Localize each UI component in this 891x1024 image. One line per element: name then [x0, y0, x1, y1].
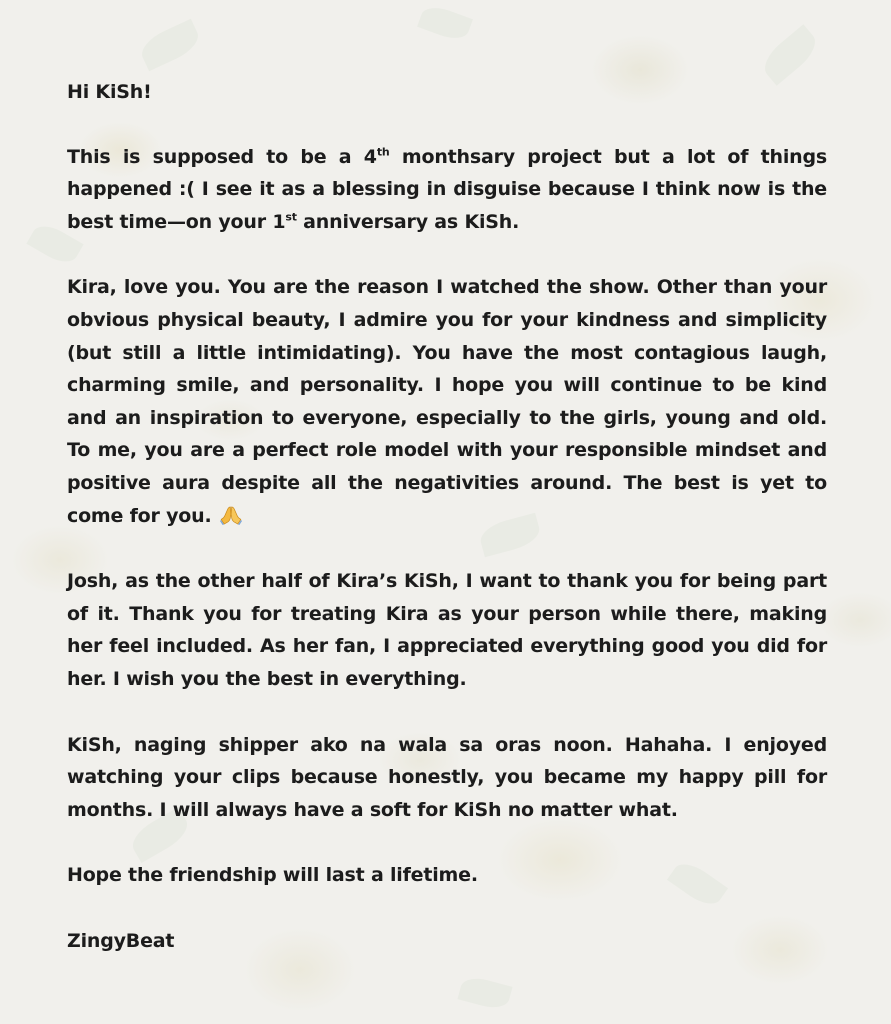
letter-paragraph-kira: Kira, love you. You are the reason I watched the show. Other than your obvious physical beauty, I admire you for your kindness and simplicity (but still a little intimidating). You have the most contagious laugh, charming smile, and personality. I hope you will continue to be kind and an inspiration to everyone, especially to the girls, young and old. To me, you are a perfect role model with your responsible mindset and positive aura despite all the negativities around. The best is yet to come for you.: [67, 276, 827, 527]
letter-paragraph-closing: Hope the friendship will last a lifetime.: [67, 864, 478, 887]
ordinal-suffix: th: [376, 145, 390, 159]
background-leaf-decoration: [417, 2, 473, 44]
ordinal-suffix: st: [285, 210, 297, 224]
letter-paragraph-josh: Josh, as the other half of Kira’s KiSh, I want to thank you for being part of it. Thank you for treating Kira as your person while there, making her feel included. As her fan, I appreciated everything good you did for her. I wish you the best in everything.: [67, 570, 827, 690]
folded-hands-icon: [220, 505, 242, 525]
letter-body: [67, 76, 827, 990]
background-leaf-decoration: [136, 19, 203, 72]
letter-greeting: Hi KiSh!: [67, 81, 152, 103]
letter-signature: ZingyBeat: [67, 929, 175, 952]
letter-paragraph-intro: This is supposed to be a 4th monthsary project but a lot of things happened :( I see it as a blessing in disguise because I think now is the best time—on your 1st anniversary as KiSh.: [67, 145, 827, 233]
letter-paragraph-kish: KiSh, naging shipper ako na wala sa oras noon. Hahaha. I enjoyed watching your clips because honestly, you became my happy pill for months. I will always have a soft for KiSh no matter what.: [67, 733, 827, 821]
